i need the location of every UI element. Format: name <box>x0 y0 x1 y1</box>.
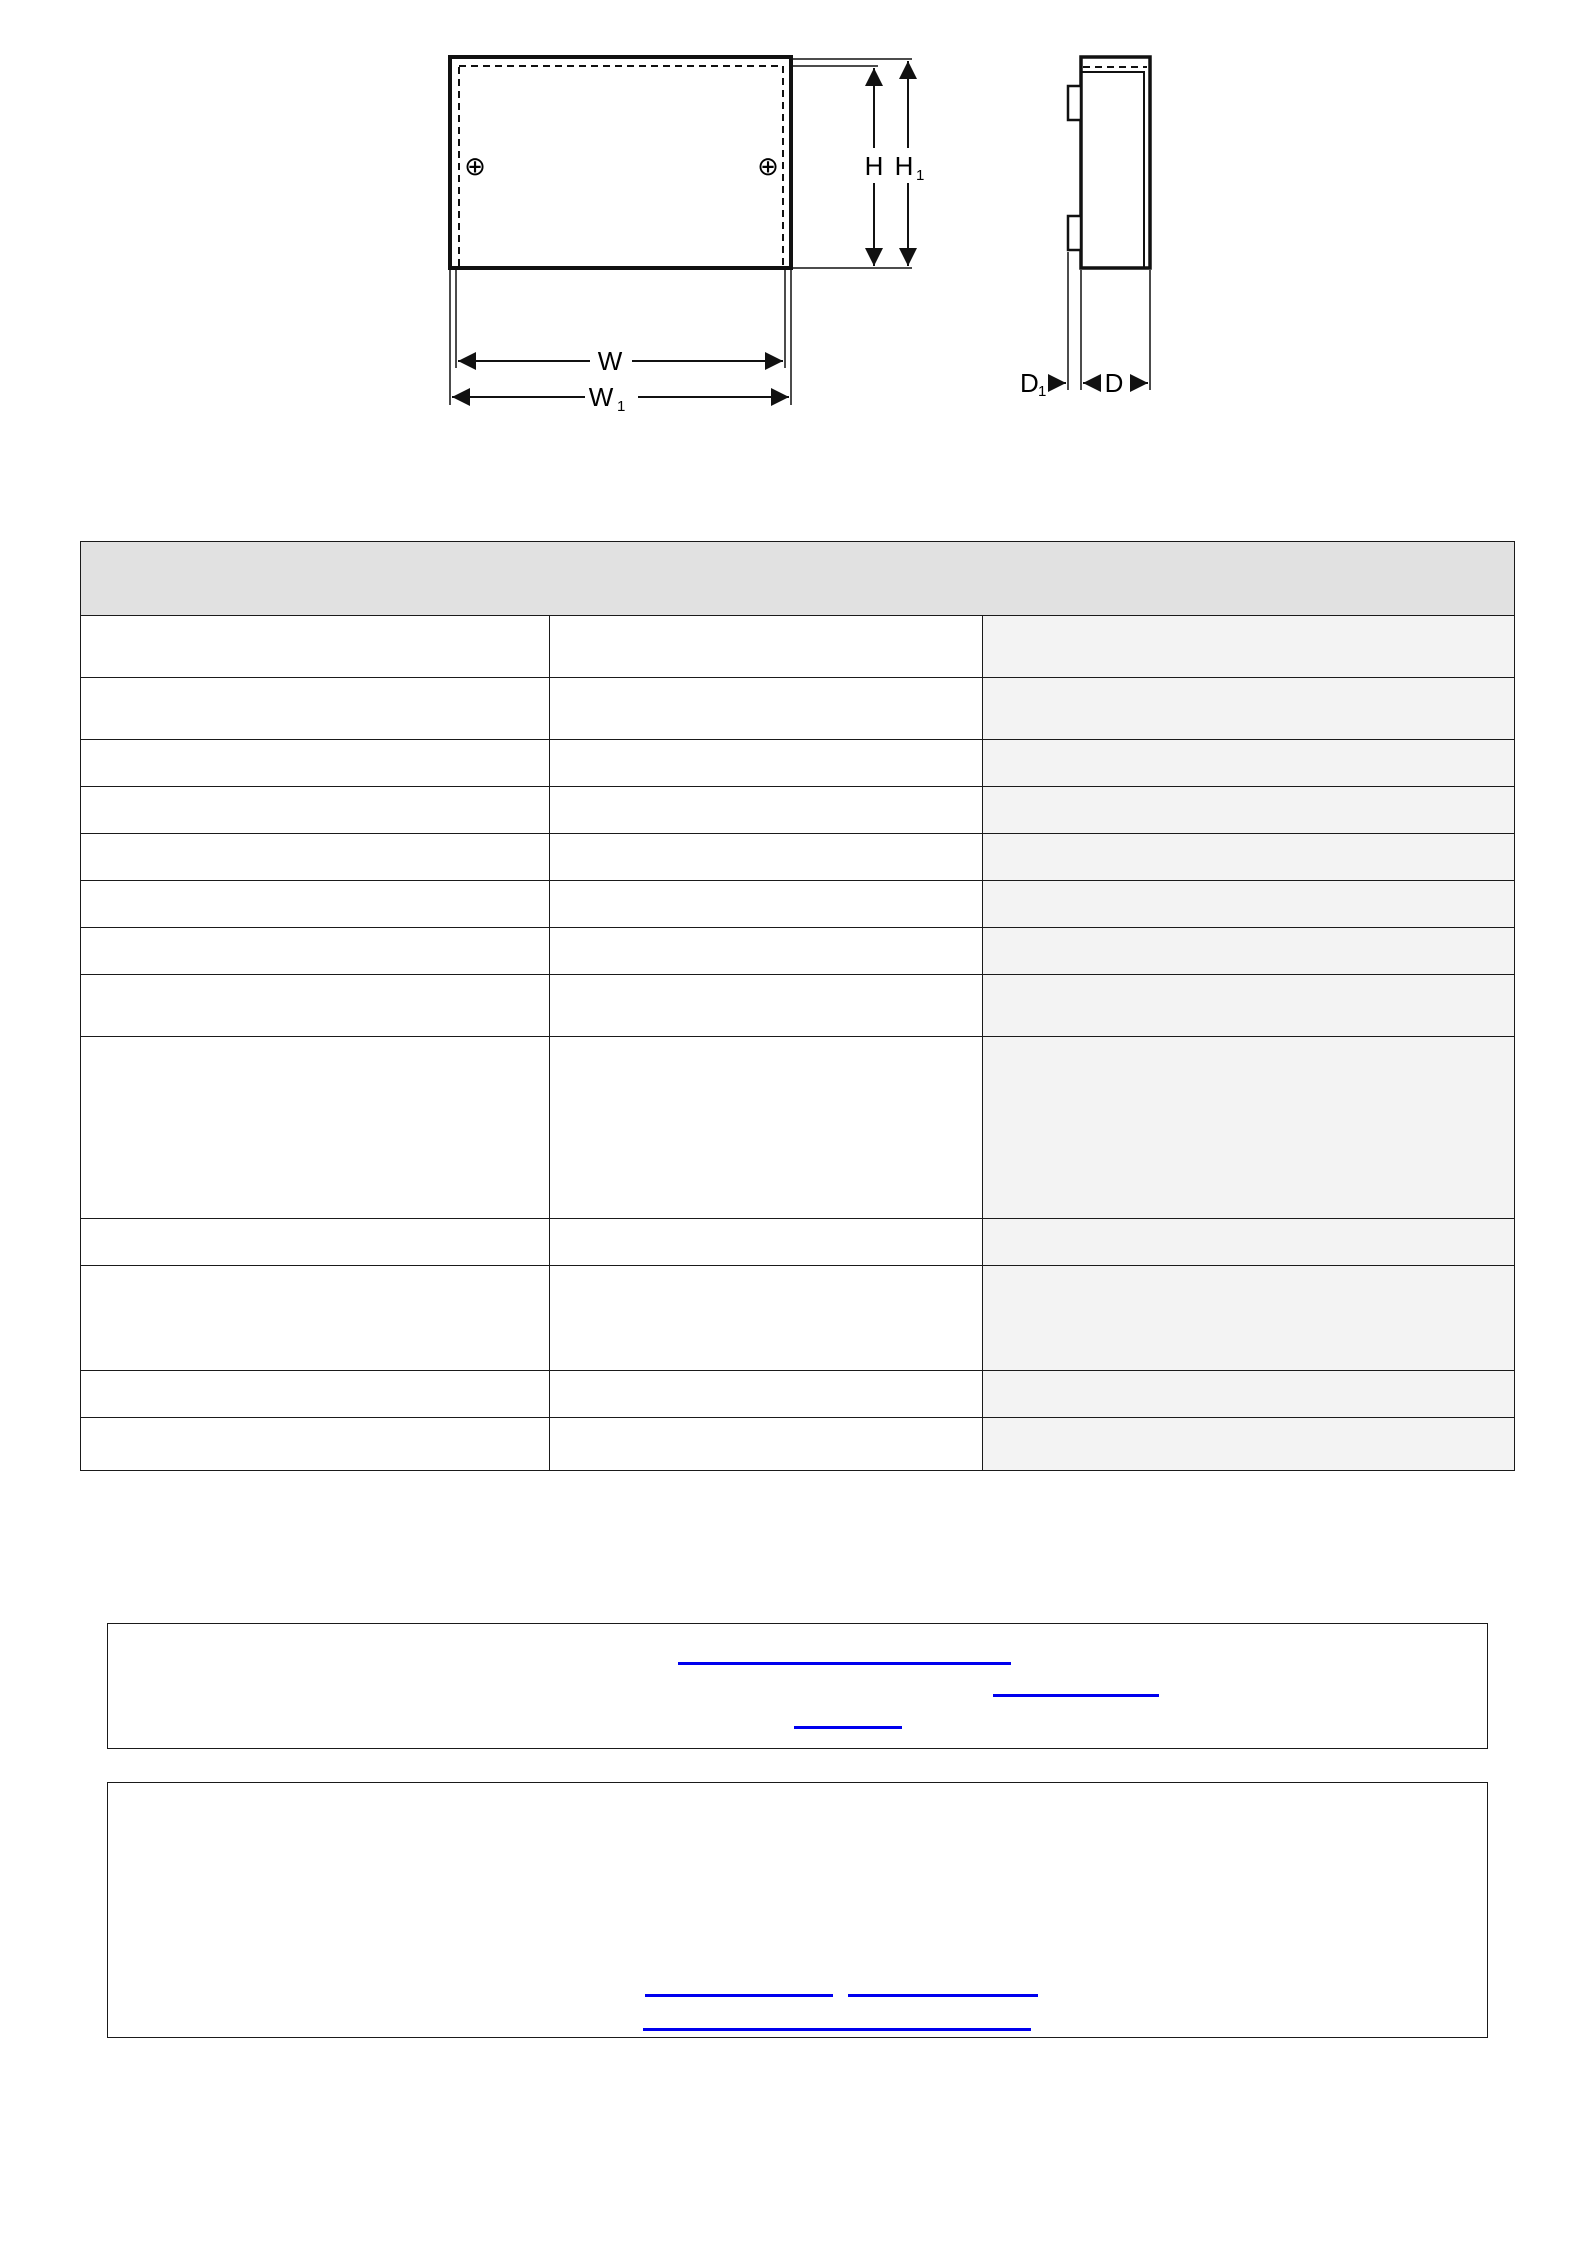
row-label <box>81 1418 550 1471</box>
front-view <box>450 57 924 415</box>
table-row <box>81 881 1515 928</box>
row-label <box>81 928 550 975</box>
row-label <box>81 834 550 881</box>
row-label <box>81 1219 550 1266</box>
row-label <box>81 1037 550 1219</box>
enclosure-inner-outline <box>459 66 783 268</box>
row-value <box>983 928 1515 975</box>
row-unit <box>550 616 983 678</box>
notice-link-2[interactable] <box>993 1694 1159 1697</box>
row-unit <box>550 881 983 928</box>
row-value <box>983 740 1515 787</box>
row-label <box>81 787 550 834</box>
disclaimer-link-3[interactable] <box>643 2028 1031 2031</box>
row-label <box>81 616 550 678</box>
rear-depth-subscript: 1 <box>1038 383 1047 400</box>
notice-link-3[interactable] <box>794 1726 902 1729</box>
row-unit <box>550 678 983 740</box>
specification-table <box>80 541 1515 1471</box>
side-view <box>1020 57 1150 400</box>
table-row <box>81 740 1515 787</box>
row-value <box>983 1418 1515 1471</box>
fixing-screw-icon-left: ⊕ <box>464 151 486 181</box>
row-unit <box>550 928 983 975</box>
row-unit <box>550 787 983 834</box>
overall-width-label: W <box>588 382 614 412</box>
enclosure-outline <box>450 57 791 268</box>
mounting-bracket-top <box>1068 86 1081 120</box>
table-row <box>81 975 1515 1037</box>
fixing-screw-icon-right: ⊕ <box>757 151 779 181</box>
row-unit <box>550 1418 983 1471</box>
table-row <box>81 678 1515 740</box>
table-header-row <box>81 542 1515 616</box>
row-value <box>983 975 1515 1037</box>
table-row <box>81 1266 1515 1371</box>
row-value <box>983 616 1515 678</box>
notice-link-1[interactable] <box>678 1662 1011 1665</box>
disclaimer-notice-box <box>107 1782 1488 2038</box>
row-label <box>81 678 550 740</box>
row-label <box>81 1266 550 1371</box>
row-value <box>983 834 1515 881</box>
row-unit <box>550 1371 983 1418</box>
row-value <box>983 678 1515 740</box>
row-label <box>81 975 550 1037</box>
row-label <box>81 740 550 787</box>
row-label <box>81 1371 550 1418</box>
row-unit <box>550 834 983 881</box>
table-row <box>81 616 1515 678</box>
row-value <box>983 1219 1515 1266</box>
row-unit <box>550 975 983 1037</box>
row-value <box>983 1266 1515 1371</box>
disclaimer-link-1[interactable] <box>645 1994 833 1997</box>
row-unit <box>550 1266 983 1371</box>
rear-depth-label: D <box>1020 368 1039 398</box>
table-row <box>81 834 1515 881</box>
row-unit <box>550 740 983 787</box>
mounting-bracket-bottom <box>1068 216 1081 250</box>
table-row <box>81 1037 1515 1219</box>
width-label: W <box>597 346 623 376</box>
row-value <box>983 787 1515 834</box>
side-outline <box>1081 57 1150 268</box>
overall-height-label: H <box>894 151 914 181</box>
table-row <box>81 928 1515 975</box>
overall-width-subscript: 1 <box>617 398 626 415</box>
table-title <box>81 542 1515 616</box>
table-row <box>81 787 1515 834</box>
overall-height-subscript: 1 <box>916 167 925 184</box>
row-value <box>983 1037 1515 1219</box>
table-row <box>81 1219 1515 1266</box>
depth-label: D <box>1104 368 1124 398</box>
row-value <box>983 1371 1515 1418</box>
dimension-drawing <box>0 0 1587 480</box>
height-label: H <box>864 151 884 181</box>
table-row <box>81 1418 1515 1471</box>
row-value <box>983 881 1515 928</box>
contact-notice-box <box>107 1623 1488 1749</box>
row-unit <box>550 1219 983 1266</box>
row-unit <box>550 1037 983 1219</box>
disclaimer-link-2[interactable] <box>848 1994 1038 1997</box>
row-label <box>81 881 550 928</box>
table-row <box>81 1371 1515 1418</box>
